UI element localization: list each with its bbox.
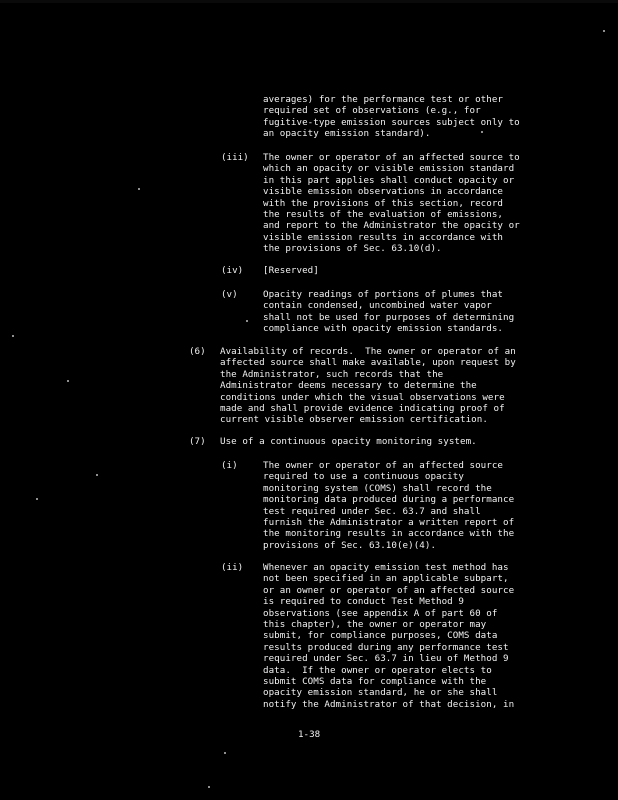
paragraph-label-iii: (iii) xyxy=(221,152,249,163)
page-number: 1-38 xyxy=(298,729,321,740)
paragraph-label-i: (i) xyxy=(221,460,238,471)
scan-top-edge xyxy=(0,0,618,3)
paragraph-ii: Whenever an opacity emission test method has not been specified in an applicable subpart, or an owner or operator of an affected source is required to conduct Test Method 9 observations (see appendix A of part 60 of this chapter), the owner or operator may submit, for compliance purposes, COMS data results produced during any performance test required under Sec. 63.7 in lieu of Method 9 data. If the owner or operator elects to submit COMS data for compliance with the opacity emission standard, he or she shall notify the Administrator of that decision, in xyxy=(263,562,515,710)
scan-speck xyxy=(208,786,210,788)
paragraph-label-ii: (ii) xyxy=(221,562,244,573)
scan-speck xyxy=(224,752,226,754)
paragraph-continuation: averages) for the performance test or other required set of observations (e.g., for fugitive-type emission sources subject only to an opacity emission standard). xyxy=(263,94,520,140)
scan-speck xyxy=(67,380,69,382)
paragraph-iv: [Reserved] xyxy=(263,265,319,276)
scan-speck xyxy=(481,131,483,133)
scan-speck xyxy=(36,498,38,500)
scan-speck xyxy=(246,320,248,322)
paragraph-iii: The owner or operator of an affected source to which an opacity or visible emission standard in this part applies shall conduct opacity or visible emission observations in accordance with the provisions of this section, record the results of the evaluation of emissions, and report to the Administrator the opacity or visible emission results in accordance with the provisions of Sec. 63.10(d). xyxy=(263,152,520,255)
scan-speck xyxy=(96,474,98,476)
scan-speck xyxy=(12,335,14,337)
paragraph-6: Availability of records. The owner or operator of an affected source shall make available, upon request by the Administrator, such records that the Administrator deems necessary to determine the conditions under which the visual observations were made and shall provide evidence indicating proof of current visible observer emission certification. xyxy=(220,346,516,426)
paragraph-label-iv: (iv) xyxy=(221,265,244,276)
scan-speck xyxy=(603,30,605,32)
paragraph-v: Opacity readings of portions of plumes that contain condensed, uncombined water vapor shall not be used for purposes of determining compliance with opacity emission standards. xyxy=(263,289,515,335)
paragraph-label-6: (6) xyxy=(189,346,206,357)
paragraph-label-7: (7) xyxy=(189,436,206,447)
scan-speck xyxy=(138,188,140,190)
paragraph-i: The owner or operator of an affected source required to use a continuous opacity monitoring system (COMS) shall record the monitoring data produced during a performance test required under Sec. 63.7 and shall furnish the Administrator a written report of the monitoring results in accordance with the provisions of Sec. 63.10(e)(4). xyxy=(263,460,515,551)
paragraph-label-v: (v) xyxy=(221,289,238,300)
paragraph-7: Use of a continuous opacity monitoring system. xyxy=(220,436,477,447)
